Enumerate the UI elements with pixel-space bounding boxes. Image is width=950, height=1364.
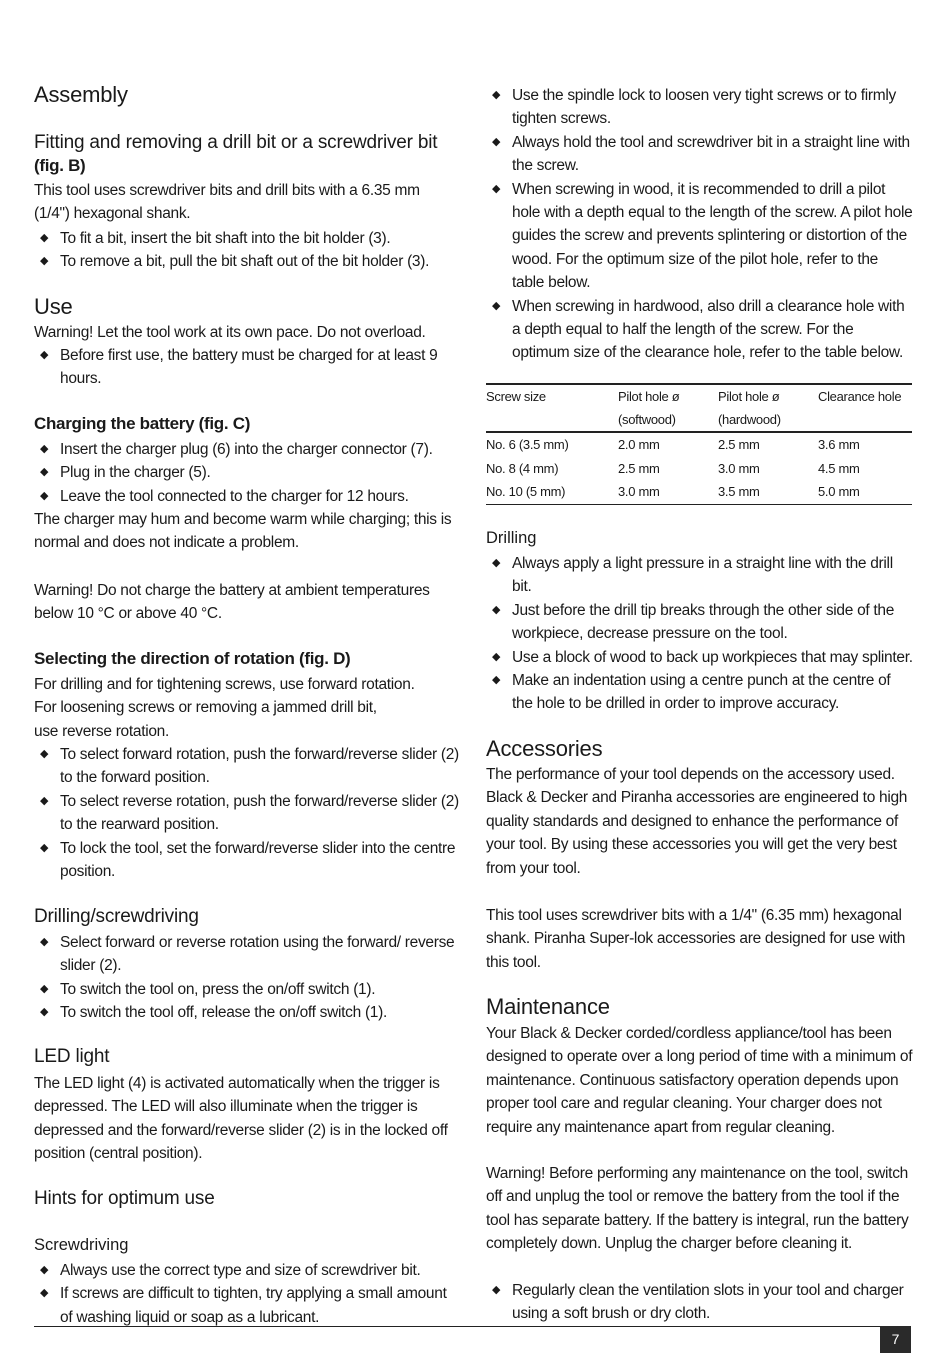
screwdriving-heading: Screwdriving xyxy=(34,1236,129,1254)
list-item: ◆ To select reverse rotation, push the forward/reverse slider (2) to the rearward position. xyxy=(34,790,459,837)
list-item: ◆ Select forward or reverse rotation using the forward/ reverse slider (2). xyxy=(34,931,459,978)
charging-heading: Charging the battery (fig. C) xyxy=(34,414,251,433)
rotation-body-3: use reverse rotation. xyxy=(34,723,169,740)
use-heading: Use xyxy=(34,294,73,319)
list-item: ◆ To switch the tool off, release the on/off switch (1). xyxy=(34,1001,459,1024)
list-item: ◆ To select forward rotation, push the forward/reverse slider (2) to the forward position. xyxy=(34,743,459,790)
footer-rule xyxy=(34,1326,911,1327)
screwdriving-continued-list xyxy=(486,84,914,365)
table-header-cell: Clearance hole xyxy=(818,384,912,432)
diamond-bullet-icon: ◆ xyxy=(40,489,49,502)
diamond-bullet-icon: ◆ xyxy=(492,135,501,148)
screwdriving-bullet-list xyxy=(34,1259,459,1329)
diamond-bullet-icon: ◆ xyxy=(492,1284,501,1296)
charging-bullet-list xyxy=(34,438,459,508)
diamond-bullet-icon: ◆ xyxy=(492,674,501,687)
led-heading: LED light xyxy=(34,1046,110,1067)
list-item: ◆ To lock the tool, set the forward/reverse slider into the centre position. xyxy=(34,837,459,884)
charging-body: The charger may hum and become warm while charging; this is normal and does not indicate a problem. xyxy=(34,511,452,552)
charging-warning: Warning! Do not charge the battery at ambient temperatures below 10 °C or above 40 °C. xyxy=(34,582,430,623)
diamond-bullet-icon: ◆ xyxy=(40,232,49,244)
diamond-bullet-icon: ◆ xyxy=(40,349,49,361)
diamond-bullet-icon: ◆ xyxy=(492,603,501,616)
screw-size-table xyxy=(486,383,912,505)
diamond-bullet-icon: ◆ xyxy=(40,982,49,995)
maintenance-bullet-list xyxy=(486,1279,914,1326)
drilling-screwdriving-heading: Drilling/screwdriving xyxy=(34,906,199,927)
maintenance-heading: Maintenance xyxy=(486,994,610,1019)
fitting-body: This tool uses screwdriver bits and drill bits with a 6.35 mm (1/4") hexagonal shank. xyxy=(34,182,420,223)
led-body: The LED light (4) is activated automatically when the trigger is depressed. The LED will also illuminate when the trigger is depressed and the forward/reverse slider (2) is in the locked off position (central position). xyxy=(34,1075,448,1163)
diamond-bullet-icon: ◆ xyxy=(40,794,49,807)
diamond-bullet-icon: ◆ xyxy=(492,182,501,195)
table-header-row xyxy=(486,384,912,432)
assembly-heading: Assembly xyxy=(34,82,128,107)
diamond-bullet-icon: ◆ xyxy=(40,1006,49,1019)
diamond-bullet-icon: ◆ xyxy=(40,443,49,455)
table-header-cell: Pilot hole ø (hardwood) xyxy=(718,384,818,432)
table-row: No. 10 (5 mm) 3.0 mm 3.5 mm 5.0 mm xyxy=(486,480,912,504)
rotation-body-2: For loosening screws or removing a jammed drill bit, xyxy=(34,699,377,716)
list-item: ◆ When screwing in hardwood, also drill a clearance hole with a depth equal to half the length of the screw. For the optimum size of the clearance hole, refer to the table below. xyxy=(486,295,914,365)
list-item: ◆ Always apply a light pressure in a straight line with the drill bit. xyxy=(486,552,914,599)
hints-heading: Hints for optimum use xyxy=(34,1188,215,1209)
accessories-body-2: This tool uses screwdriver bits with a 1/4" (6.35 mm) hexagonal shank. Piranha Super-lok accessories are designed for use with this tool. xyxy=(486,907,906,971)
list-item: ◆ Use a block of wood to back up workpieces that may splinter. xyxy=(486,646,914,669)
rotation-heading: Selecting the direction of rotation (fig. D) xyxy=(34,649,351,668)
use-warning: Warning! Let the tool work at its own pace. Do not overload. xyxy=(34,324,426,341)
diamond-bullet-icon: ◆ xyxy=(492,557,501,569)
diamond-bullet-icon: ◆ xyxy=(40,841,49,854)
list-item: ◆ To switch the tool on, press the on/off switch (1). xyxy=(34,978,459,1001)
list-item: ◆ To remove a bit, pull the bit shaft out of the bit holder (3). xyxy=(34,250,459,273)
list-item: ◆ To fit a bit, insert the bit shaft into the bit holder (3). xyxy=(34,227,459,250)
list-item: ◆ When screwing in wood, it is recommended to drill a pilot hole with a depth equal to the length of the screw. A pilot hole guides the screw and prevents splintering or distortion of the wood. For the optimum size of the pilot hole, refer to the table below. xyxy=(486,178,914,295)
list-item: ◆ Plug in the charger (5). xyxy=(34,461,459,484)
diamond-bullet-icon: ◆ xyxy=(492,299,501,312)
drilling-heading: Drilling xyxy=(486,529,537,547)
list-item: ◆ Regularly clean the ventilation slots in your tool and charger using a soft brush or dry cloth. xyxy=(486,1279,914,1326)
list-item: ◆ Insert the charger plug (6) into the charger connector (7). xyxy=(34,438,459,461)
diamond-bullet-icon: ◆ xyxy=(492,89,501,101)
list-item: ◆ Always use the correct type and size of screwdriver bit. xyxy=(34,1259,459,1282)
rotation-body-1: For drilling and for tightening screws, use forward rotation. xyxy=(34,676,415,693)
table-header-cell: Screw size xyxy=(486,384,618,432)
maintenance-warning: Warning! Before performing any maintenance on the tool, switch off and unplug the tool or remove the battery from the tool if the tool has separate battery. If the battery is integral, run the battery completely down. Unplug the charger before cleaning it. xyxy=(486,1165,909,1253)
diamond-bullet-icon: ◆ xyxy=(40,1264,49,1276)
list-item: ◆ Make an indentation using a centre punch at the centre of the hole to be drilled in order to improve accuracy. xyxy=(486,669,914,716)
list-item: ◆ Just before the drill tip breaks through the other side of the workpiece, decrease pressure on the tool. xyxy=(486,599,914,646)
fitting-fig-ref: (fig. B) xyxy=(34,156,86,175)
diamond-bullet-icon: ◆ xyxy=(40,255,49,268)
fitting-bullet-list xyxy=(34,227,459,274)
diamond-bullet-icon: ◆ xyxy=(492,650,501,663)
list-item: ◆ Leave the tool connected to the charger for 12 hours. xyxy=(34,485,459,508)
table-row: No. 6 (3.5 mm) 2.0 mm 2.5 mm 3.6 mm xyxy=(486,437,860,452)
diamond-bullet-icon: ◆ xyxy=(40,748,49,760)
accessories-body-1: The performance of your tool depends on the accessory used. Black & Decker and Piranha accessories are engineered to high quality standards and designed to enhance the performance of your tool. By using these accessories you will get the very best from your tool. xyxy=(486,766,908,877)
table-header-cell: Pilot hole ø (softwood) xyxy=(618,384,718,432)
maintenance-body: Your Black & Decker corded/cordless appliance/tool has been designed to operate over a long period of time with a minimum of maintenance. Continuous satisfactory operation depends upon proper tool care and regular cleaning. Your charger does not require any maintenance apart from regular cleaning. xyxy=(486,1025,913,1136)
diamond-bullet-icon: ◆ xyxy=(40,1287,49,1300)
use-bullet-list xyxy=(34,344,459,391)
page-number: 7 xyxy=(880,1326,911,1353)
list-item: ◆ Before first use, the battery must be charged for at least 9 hours. xyxy=(34,344,459,391)
list-item: ◆ If screws are difficult to tighten, try applying a small amount of washing liquid or soap as a lubricant. xyxy=(34,1282,459,1329)
table-row: No. 8 (4 mm) 2.5 mm 3.0 mm 4.5 mm xyxy=(486,460,860,476)
diamond-bullet-icon: ◆ xyxy=(40,936,49,948)
list-item: ◆ Always hold the tool and screwdriver bit in a straight line with the screw. xyxy=(486,131,914,178)
drilling-screwdriving-bullet-list xyxy=(34,931,459,1025)
accessories-heading: Accessories xyxy=(486,736,603,761)
diamond-bullet-icon: ◆ xyxy=(40,466,49,479)
list-item: ◆ Use the spindle lock to loosen very tight screws or to firmly tighten screws. xyxy=(486,84,914,131)
drilling-bullet-list xyxy=(486,552,914,716)
fitting-heading: Fitting and removing a drill bit or a screwdriver bit xyxy=(34,132,438,153)
rotation-bullet-list xyxy=(34,743,459,883)
